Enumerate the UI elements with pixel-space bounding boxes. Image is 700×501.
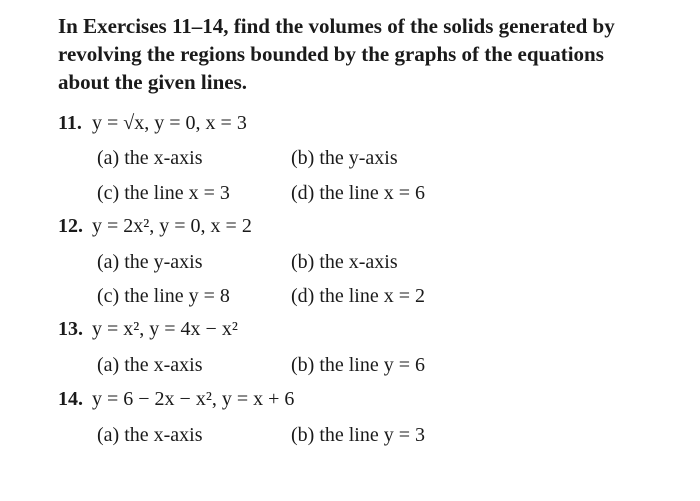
exercise-number: 11.: [58, 112, 82, 134]
part-a: (a) the x-axis: [97, 354, 203, 376]
part-a: (a) the x-axis: [97, 424, 203, 446]
part-d: (d) the line x = 2: [291, 285, 426, 307]
part-b: (b) the line y = 6: [291, 354, 426, 376]
exercise-equation: y = √x, y = 0, x = 3: [92, 112, 247, 134]
instructions-line-3: about the given lines.: [58, 70, 248, 94]
exercise-number: 12.: [58, 215, 83, 237]
exercise-equation: y = 2x², y = 0, x = 2: [92, 215, 252, 237]
part-a: (a) the y-axis: [97, 251, 203, 273]
instructions-line-2: revolving the regions bounded by the graphs of the equations: [58, 42, 604, 66]
exercise-equation: y = 6 − 2x − x², y = x + 6: [92, 388, 295, 410]
part-b: (b) the line y = 3: [291, 424, 426, 446]
part-c: (c) the line x = 3: [97, 182, 230, 204]
exercise-number: 14.: [58, 388, 83, 410]
part-a: (a) the x-axis: [97, 147, 203, 169]
part-d: (d) the line x = 6: [291, 182, 426, 204]
part-b: (b) the x-axis: [291, 251, 398, 273]
instructions: [58, 12, 668, 96]
instructions-line-1: In Exercises 11–14, find the volumes of the solids generated by: [58, 14, 615, 38]
exercise-number: 13.: [58, 318, 83, 340]
part-b: (b) the y-axis: [291, 147, 398, 169]
exercise-equation: y = x², y = 4x − x²: [92, 318, 238, 340]
part-c: (c) the line y = 8: [97, 285, 230, 307]
